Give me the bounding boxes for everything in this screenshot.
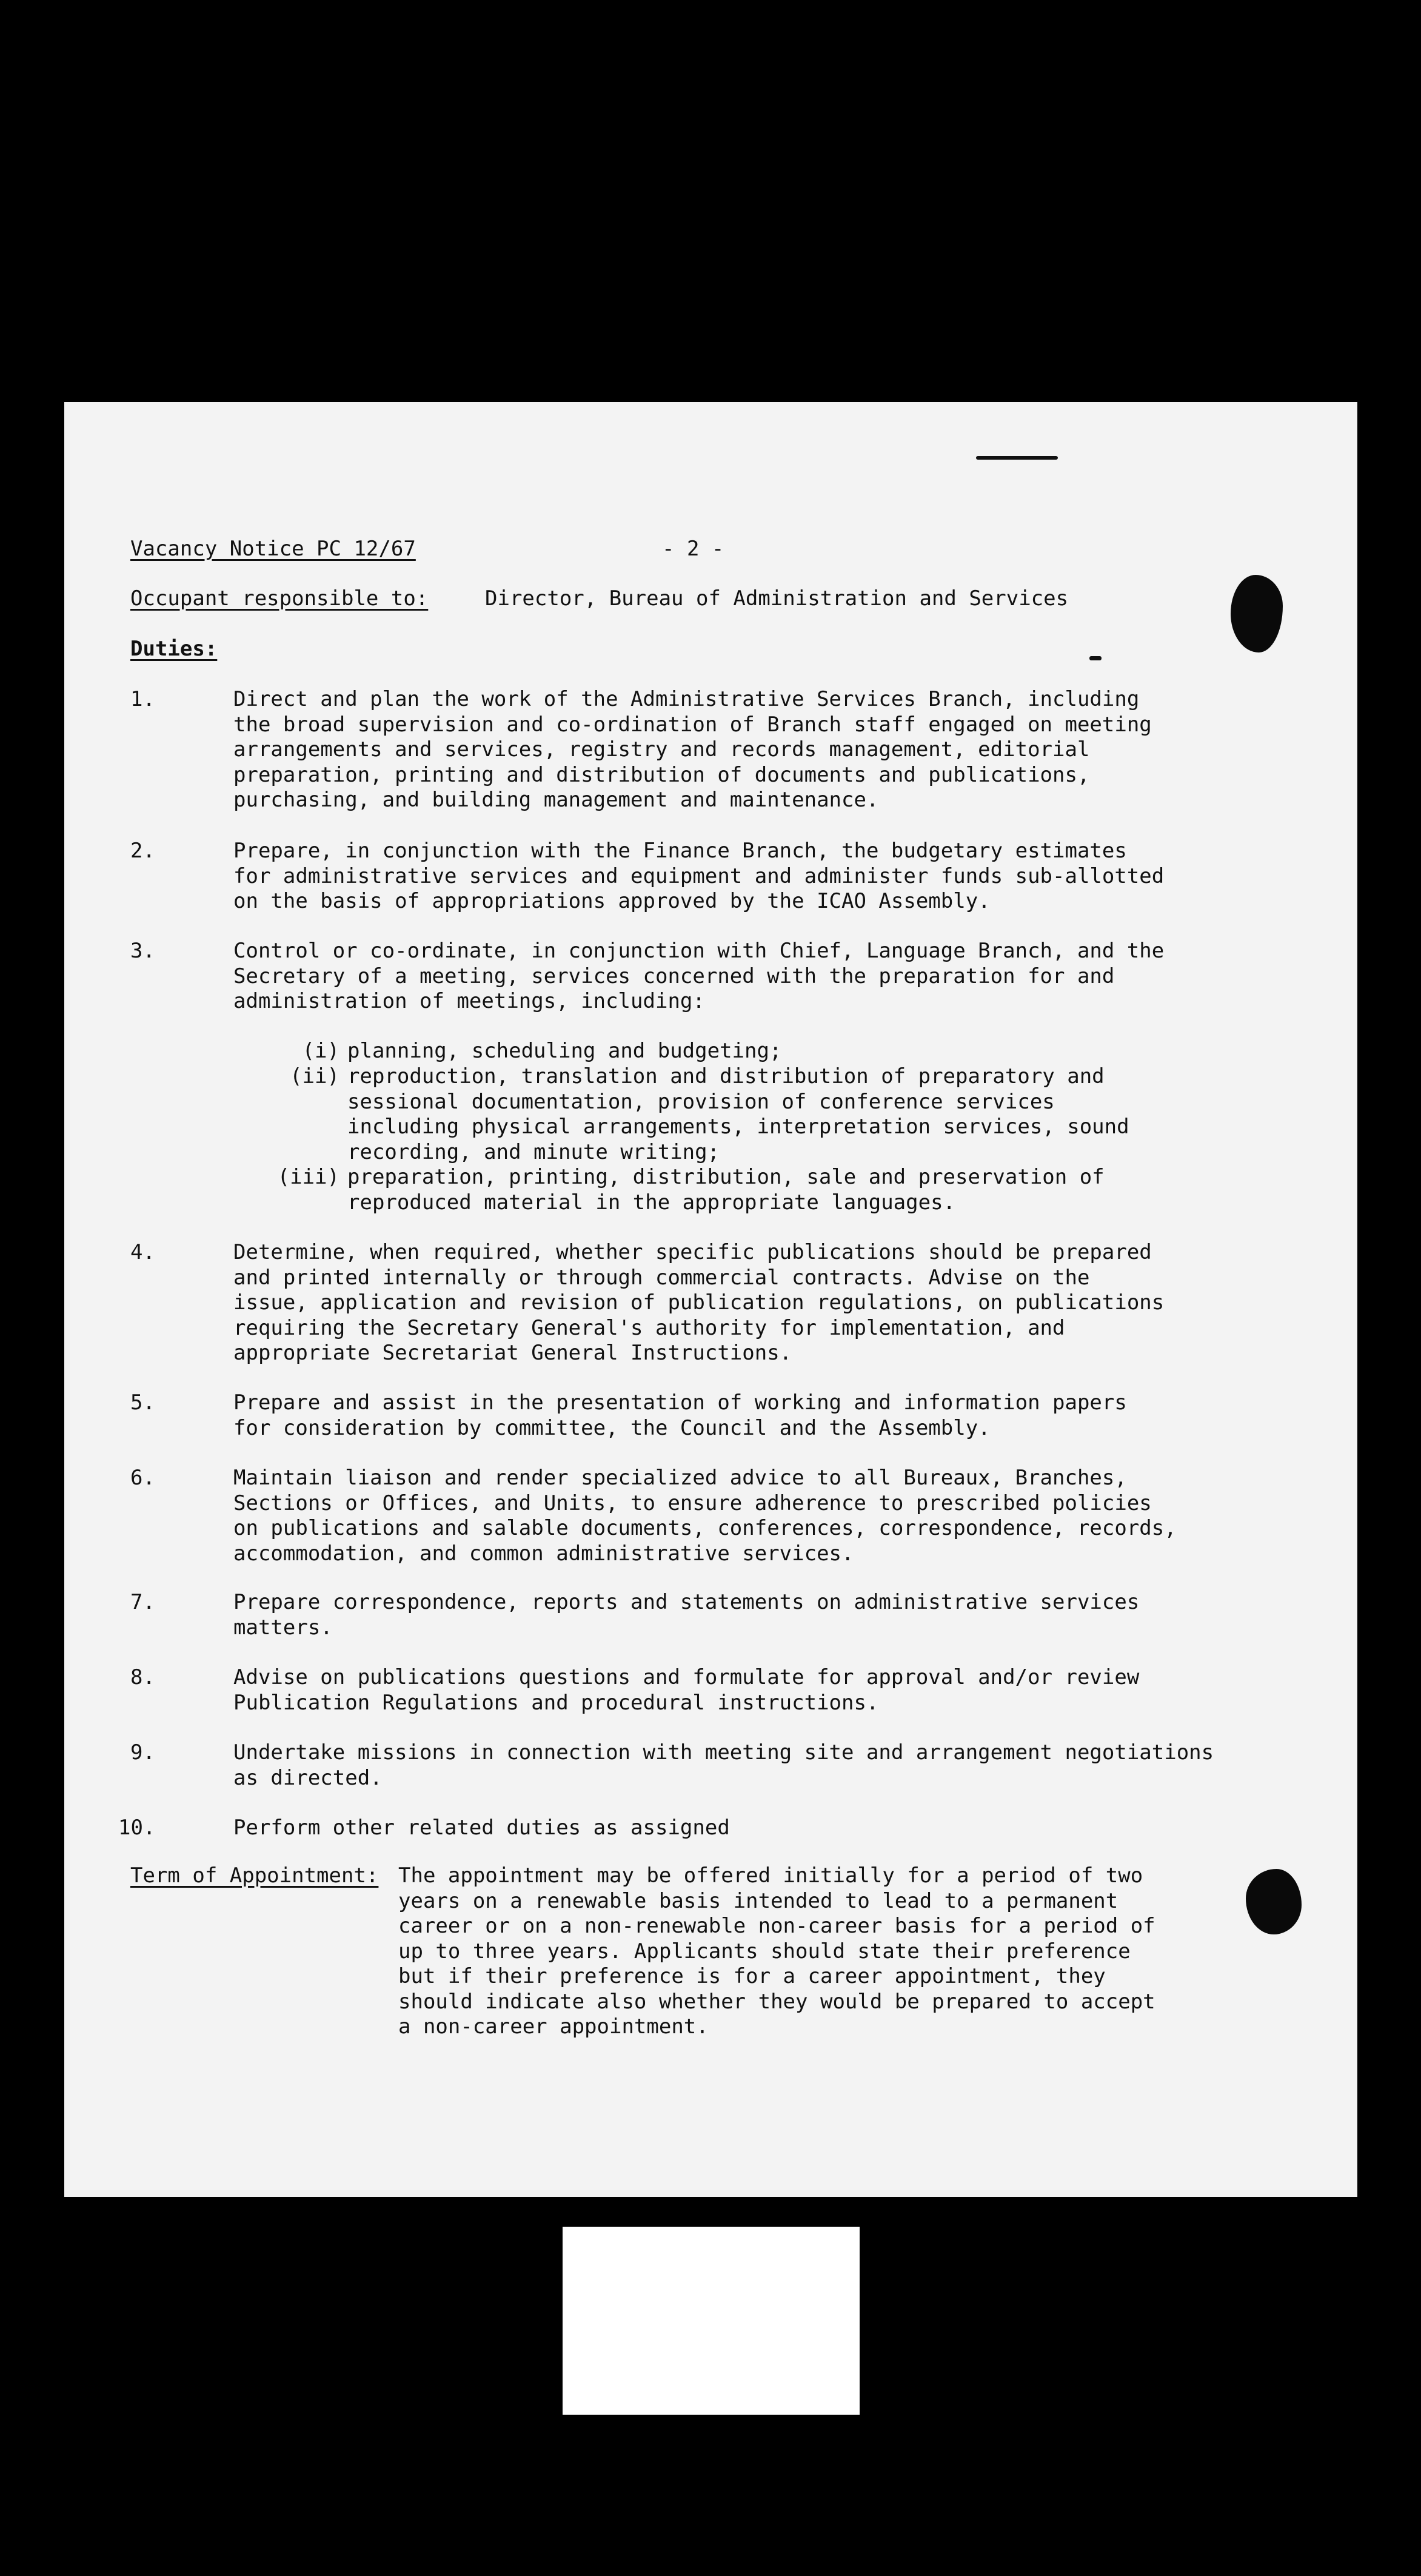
duty-text: Control or co-ordinate, in conjunction with Chief, Language Branch, and the Secretary of a meeting, services concerned with the preparation for and administration of meetings, including:: [233, 939, 1165, 1013]
blank-slip: [563, 2227, 860, 2415]
duty-number: 3.: [130, 939, 155, 963]
duty-text: Maintain liaison and render specialized advice to all Bureaux, Branches, Sections or Offices, and Units, to ensure adherence to prescribed policies on publications and salable documents, conferences, correspondence, records, accommodation, and common administrative services.: [233, 1466, 1177, 1566]
duty-number: 5.: [130, 1390, 155, 1415]
duty-text: Determine, when required, whether specific publications should be prepared and printed internally or through commercial contracts. Advise on the issue, application and revision of publication regulations, on publications requiring the Secretary General's authority for implementation, and appropriate Secretariat General Instructions.: [233, 1240, 1165, 1365]
sub-item-text: planning, scheduling and budgeting;: [347, 1039, 782, 1063]
vacancy-notice-title: Vacancy Notice PC 12/67: [130, 537, 416, 561]
duty-text: Advise on publications questions and formulate for approval and/or review Publication Regulations and procedural instructions.: [233, 1665, 1140, 1715]
term-text: The appointment may be offered initially for a period of two years on a renewable basis intended to lead to a permanent career or on a non-renewable non-career basis for a period of up to three years. Applicants should state their preference but if their preference is for a career appointment, they should indicate also whether they would be prepared to accept a non-career appointment.: [398, 1863, 1155, 2039]
occupant-label: Occupant responsible to:: [130, 586, 429, 611]
duty-number: 7.: [130, 1590, 155, 1614]
scan-mark: [976, 456, 1058, 460]
page-number: - 2 -: [662, 537, 724, 561]
duty-text: Direct and plan the work of the Administrative Services Branch, including the broad supervision and co-ordination of Branch staff engaged on meeting arrangements and services, registry and records management, editorial preparation, printing and distribution of documents and publications, purchasing, and building management and maintenance.: [233, 687, 1152, 812]
duty-text: Prepare, in conjunction with the Finance Branch, the budgetary estimates for administrative services and equipment and administer funds sub-allotted on the basis of appropriations approved by the ICAO Assembly.: [233, 839, 1165, 913]
sub-item-number: (ii): [290, 1064, 339, 1088]
scan-mark: [1089, 656, 1102, 660]
sub-item-text: preparation, printing, distribution, sale and preservation of reproduced material in the appropriate languages.: [347, 1165, 1105, 1215]
duty-number: 1.: [130, 687, 155, 711]
duty-text: Prepare and assist in the presentation of working and information papers for consideration by committee, the Council and the Assembly.: [233, 1390, 1127, 1440]
duty-number: 10.: [118, 1816, 156, 1840]
sub-item-number: (iii): [277, 1165, 339, 1189]
sub-item-text: reproduction, translation and distribution of preparatory and sessional documentation, provision of conference services including physical arrangements, interpretation services, sound recording, and minute writing;: [347, 1064, 1129, 1164]
duty-text: Perform other related duties as assigned: [233, 1816, 730, 1840]
punch-hole-mark: [1246, 1869, 1302, 1934]
sub-item-number: (i): [302, 1039, 339, 1063]
occupant-value: Director, Bureau of Administration and Services: [485, 586, 1069, 611]
duty-number: 4.: [130, 1240, 155, 1264]
duty-number: 9.: [130, 1740, 155, 1765]
duties-heading: Duties:: [130, 637, 218, 661]
duty-number: 2.: [130, 839, 155, 863]
duty-number: 8.: [130, 1665, 155, 1689]
duty-number: 6.: [130, 1466, 155, 1490]
duty-text: Prepare correspondence, reports and statements on administrative services matters.: [233, 1590, 1140, 1640]
duty-text: Undertake missions in connection with meeting site and arrangement negotiations as directed.: [233, 1740, 1214, 1790]
term-label: Term of Appointment:: [130, 1863, 379, 1888]
